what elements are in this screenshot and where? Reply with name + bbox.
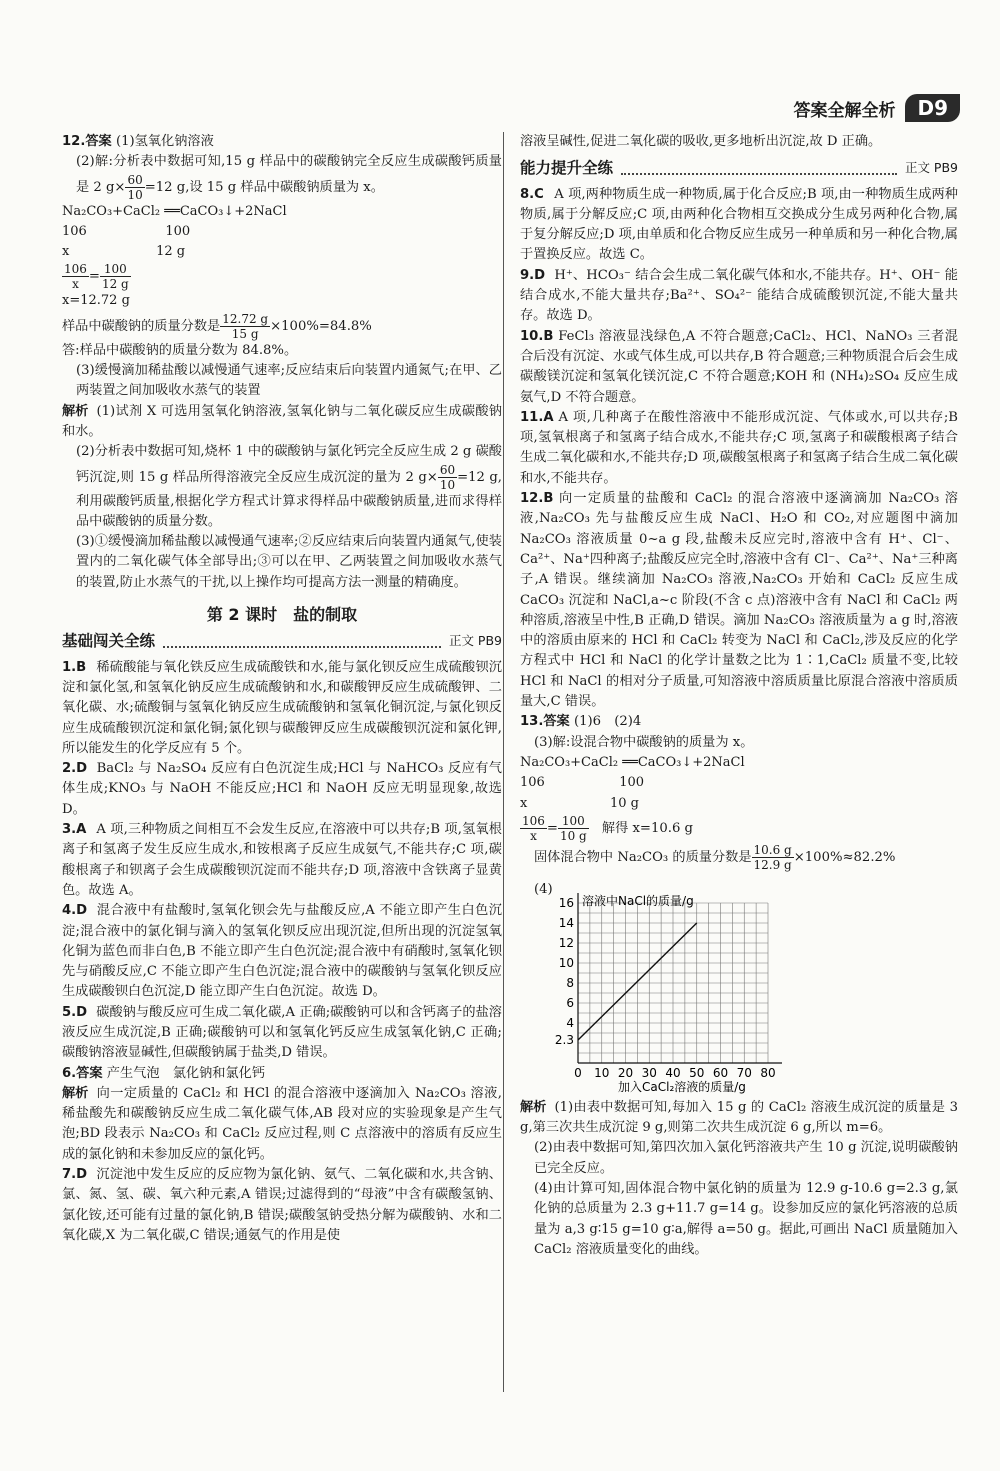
answer-item: 4.D 混合液中有盐酸时,氢氧化钡会先与盐酸反应,A 不能立即产生白色沉淀;混合液中的氯化铜与滴入的氢氧化钡反应出现沉淀,但所出现的沉淀氢氧化铜为蓝色而非白色,B 不能立即产生白色沉淀;混合液中有硝酸时,氢氧化钡先与硝酸反应,C 不能立即产生白色沉淀;混合液中的碳酸钠与氢氧化钡反应生成碳酸钡白色沉淀,D 能立即产生白色沉淀。故选 D。: [62, 903, 502, 1000]
mass-fraction: 样品中碳酸钠的质量分数是 $\frac{12.72 g}{15 g}$ ×100%=84.8%: [62, 311, 372, 341]
x-tick-label: 0: [574, 1065, 582, 1080]
equation-row: x 12 g: [62, 244, 186, 260]
answer-item: 3.A A 项,三种物质之间相互不会发生反应,在溶液中可以共存;B 项,氢氧根离子和氢离子发生反应生成水,和铵根离子反应生成氨气,不能共存;C 项,碳酸根离子和钡离子会生成碳酸钡沉淀而不能共存;D 项,溶液中含铁离子显黄色。故选 A。: [62, 822, 502, 898]
q13-part3: (3)解:设混合物中碳酸钠的质量为 x。: [534, 734, 754, 750]
right-column: [520, 132, 958, 1260]
q13-part4-label: (4): [534, 881, 553, 897]
q12-analysis-3: (3)①缓慢滴加稀盐酸以减慢通气速率;②反应结束后向装置内通氮气,使装置内的二氧化碳气体全部导出;③可以在甲、乙两装置之间加吸收水蒸气的装置,防止水蒸气的干扰,以上操作均可提高方法一测量的精确度。: [76, 534, 502, 590]
mass-fraction: 固体混合物中 Na₂CO₃ 的质量分数是 $\frac{10.6 g}{12.9 g}$ ×100%≈82.2%: [534, 842, 896, 872]
proportion: $\frac{106}{x}$ = $\frac{100}{10 g}$ 解得 x=10.6 g: [522, 813, 693, 843]
answer-item: 10.B FeCl₃ 溶液显浅绿色,A 不符合题意;CaCl₂、HCl、NaNO₃ 三者混合后没有沉淀、水或气体生成,可以共存,B 符合题意;三种物质混合后会生成碳酸镁沉淀和氢氧化镁沉淀,C 不符合题意;KOH 和 (NH₄)₂SO₄ 反应生成氨气,D 不符合题意。: [520, 328, 958, 405]
equation-result: x=12.72 g: [62, 293, 130, 309]
x-tick-label: 50: [689, 1065, 705, 1080]
continued-text: 溶液呈碱性,促进二氧化碳的吸收,更多地析出沉淀,故 D 正确。: [520, 134, 882, 149]
answer-item: 解析 向一定质量的 CaCl₂ 和 HCl 的混合溶液中逐滴加入 Na₂CO₃ 溶液,稀盐酸先和碳酸钠反应生成二氧化碳气体,AB 段对应的实验现象是产生气泡;BD 段表示 Na₂CO₃ 和 CaCl₂ 反应过程,则 C 点溶液中的溶质有反应生成的氯化钠和未参加反应的氯化钙。: [62, 1085, 502, 1162]
answer-item: 1.B 稀硫酸能与氧化铁反应生成硫酸铁和水,能与氯化钡反应生成硫酸钡沉淀和氯化氢,和氢氧化钠反应生成硫酸钠和水,和碳酸钾反应生成硫酸钾、二氧化碳、水;硫酸铜与氢氧化钠反应生成硫酸钠和氢氧化铜沉淀,与氯化钡反应生成硫酸钡沉淀和氯化铜;氯化钡与碳酸钾反应生成碳酸钡沉淀和氯化钾,所以能发生的化学反应有 5 个。: [62, 659, 502, 756]
q13-answer: 13.答案 (1)6 (2)4: [520, 714, 642, 730]
proportion: $\frac{106}{x}$ = $\frac{100}{12 g}$: [64, 262, 129, 292]
y-axis-label: 溶液中NaCl的质量/g: [582, 893, 694, 908]
answer-item: 5.D 碳酸钠与酸反应可生成二氧化碳,A 正确;碳酸钠可以和含钙离子的盐溶液反应生成沉淀,B 正确;碳酸钠可以和氢氧化钙反应生成氢氧化钠,C 正确;碳酸钠溶液显碱性,但碳酸钠属于盐类,D 错误。: [62, 1004, 502, 1061]
q13-analysis: 解析 (1)由表中数据可知,每加入 15 g 的 CaCl₂ 溶液生成沉淀的质量是 3 g,第三次共生成沉淀 9 g,则第二次共生成沉淀 6 g,所以 m=6。: [520, 1099, 958, 1136]
equation: Na₂CO₃+CaCl₂ ══CaCO₃↓+2NaCl: [62, 203, 287, 219]
section-advanced: 能力提升全练 正文 PB9: [520, 159, 958, 178]
q12-analysis: 解析 (1)试剂 X 可选用氢氧化钠溶液,氢氧化钠与二氧化碳反应生成碳酸钠和水。: [62, 403, 502, 439]
basic-answers: [62, 658, 502, 1247]
answer-item: 11.A A 项,几种离子在酸性溶液中不能形成沉淀、气体或水,可以共存;B 项,氢氧根离子和氢离子结合成水,不能共存;C 项,氢离子和碳酸根离子结合生成二氧化碳和水,不能共存;D 项,碳酸氢根离子和氢离子结合生成二氧化碳和水,不能共存。: [520, 409, 958, 486]
x-tick-label: 70: [736, 1065, 752, 1080]
y-tick-label: 14: [558, 915, 574, 930]
x-tick-label: 60: [712, 1065, 729, 1080]
lesson-title: 第 2 课时 盐的制取: [206, 605, 358, 625]
y-tick-label: 2.3: [554, 1032, 574, 1047]
answer-item: 8.C A 项,两种物质生成一种物质,属于化合反应;B 项,由一种物质生成两种物质,属于分解反应;C 项,由两种化合物相互交换成分生成另两种化合物,属于复分解反应;D 项,由单质和化合物反应生成另一种单质和另一种化合物,属于置换反应。故选 C。: [520, 186, 958, 263]
y-tick-label: 4: [566, 1015, 574, 1030]
answer-item: 2.D BaCl₂ 与 Na₂SO₄ 反应有白色沉淀生成;HCl 与 NaHCO₃ 反应有气体生成;KNO₃ 与 NaOH 不能反应;HCl 和 NaOH 反应无明显现象,故选 D。: [62, 761, 502, 817]
left-column: [62, 132, 502, 1246]
answer-item: 9.D H⁺、HCO₃⁻ 结合会生成二氧化碳气体和水,不能共存。H⁺、OH⁻ 能结合成水,不能大量共存;Ba²⁺、SO₄²⁻ 能结合成硫酸钡沉淀,不能大量共存。故选 D。: [520, 267, 958, 324]
x-tick-label: 30: [641, 1065, 657, 1080]
q13-analysis-2: (2)由表中数据可知,第四次加入氯化钙溶液共产生 10 g 沉淀,说明碳酸钠已完全反应。: [534, 1140, 958, 1176]
answer-item: 6.答案 产生气泡 氯化钠和氯化钙: [62, 1065, 266, 1081]
q13-analysis-3: (4)由计算可知,固体混合物中氯化钠的质量为 12.9 g-10.6 g=2.3 g,氯化钠的总质量为 2.3 g+11.7 g=14 g。设参加反应的氯化钙溶液的总质量为 a,3 g∶15 g=10 g∶a,解得 a=50 g。据此,可画出 NaCl 质量随加入 CaCl₂ 溶液质量变化的曲线。: [534, 1180, 958, 1257]
x-axis-label: 加入CaCl₂溶液的质量/g: [618, 1079, 746, 1094]
fraction: $\frac{60}{10}$: [127, 172, 143, 202]
y-tick-label: 8: [566, 975, 574, 990]
q12-part3: (3)缓慢滴加稀盐酸以减慢通气速率;反应结束后向装置内通氮气;在甲、乙两装置之间加吸收水蒸气的装置: [76, 363, 502, 399]
x-tick-label: 10: [594, 1065, 610, 1080]
equation-row: x 10 g: [520, 795, 639, 811]
y-tick-label: 10: [558, 955, 574, 970]
column-divider: [503, 132, 504, 1392]
q12-analysis-2: (2)分析表中数据可知,烧杯 1 中的碳酸钠与氯化钙完全反应生成 2 g 碳酸钙沉淀,则 15 g 样品所得溶液完全反应生成沉淀的量为 2 g× $\frac{60}{10}$ =12 g,利用碳酸钙质量,根据化学方程式计算求得样品中碳酸钠质量,进而求得样品中碳酸钠的质量分数。: [76, 444, 502, 529]
header-title: 答案全解全析: [793, 100, 896, 121]
section-basic: 基础闯关全练 正文 PB9: [62, 632, 502, 651]
chart-svg: [520, 878, 800, 1098]
answer-item: 12.B 向一定质量的盐酸和 CaCl₂ 的混合溶液中逐滴滴加 Na₂CO₃ 溶液,Na₂CO₃ 先与盐酸反应生成 NaCl、H₂O 和 CO₂,对应题图中滴加 Na₂CO₃ 溶液质量 0~a g 段,盐酸未反应完时,溶液中含有 H⁺、Cl⁻、Ca²⁺、Na⁺四种离子;盐酸反应完全时,溶液中含有 Cl⁻、Ca²⁺、Na⁺三种离子,A 错误。继续滴加 Na₂CO₃ 溶液,Na₂CO₃ 开始和 CaCl₂ 反应生成 CaCO₃ 沉淀和 NaCl,a~c 阶段(不含 c 点)溶液中含有 NaCl 和 CaCl₂ 两种溶质,溶液呈中性,B 正确,D 错误。滴加 Na₂CO₃ 溶液质量为 a g 时,溶液中的溶质由原来的 HCl 和 CaCl₂ 转变为 NaCl 和 CaCl₂,涉及反应的化学方程式中 HCl 和 NaCl 的化学计量数之比为 1∶1,CaCl₂ 质量不变,比较 HCl 和 NaCl 的相对分子质量,可知溶液中溶质质量比原混合溶液中溶质质量大,C 错误。: [520, 491, 958, 710]
x-tick-label: 80: [760, 1065, 776, 1080]
q12-answer: 12.答案 (1)氢氧化钠溶液: [62, 134, 214, 149]
page-header: [793, 92, 960, 124]
q12-part2: (2)解:分析表中数据可知,15 g 样品中的碳酸钠完全反应生成碳酸钙质量是 2 g× $\frac{60}{10}$ =12 g,设 15 g 样品中碳酸钠质量为 x。: [76, 154, 502, 202]
answer-item: 7.D 沉淀池中发生反应的反应物为氯化钠、氨气、二氧化碳和水,共含钠、氯、氮、氢、碳、氧六种元素,A 错误;过滤得到的“母液”中含有碳酸氢钠、氯化铵,还可能有过量的氯化钠,B 错误;碳酸氢钠受热分解为碳酸钠、水和二氧化碳,X 为二氧化碳,C 错误;通氨气的作用是使: [62, 1167, 502, 1243]
equation-row: 106 100: [520, 775, 645, 791]
x-tick-label: 20: [617, 1065, 634, 1080]
y-tick-label: 16: [558, 895, 574, 910]
nacl-chart: [520, 878, 958, 1098]
equation: Na₂CO₃+CaCl₂ ══CaCO₃↓+2NaCl: [520, 754, 745, 770]
y-tick-label: 6: [566, 995, 574, 1010]
y-tick-label: 12: [558, 935, 574, 950]
page-badge: D9: [905, 94, 960, 122]
q12-conclusion: 答:样品中碳酸钠的质量分数为 84.8%。: [62, 342, 298, 358]
x-tick-label: 40: [665, 1065, 681, 1080]
equation-row: 106 100: [62, 223, 191, 239]
